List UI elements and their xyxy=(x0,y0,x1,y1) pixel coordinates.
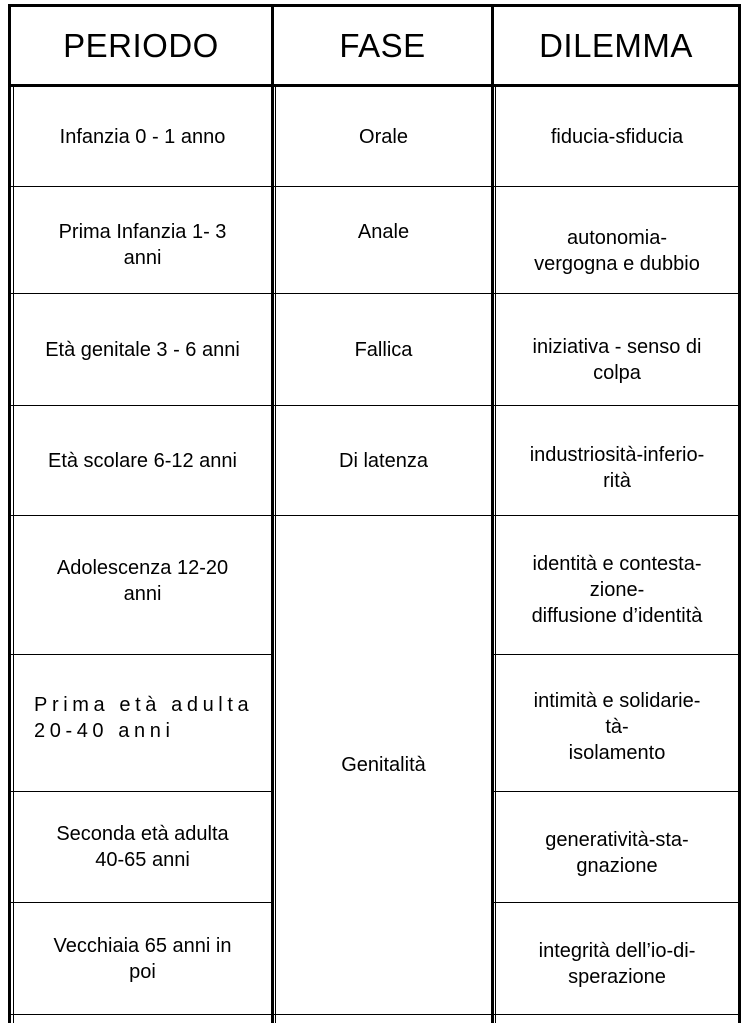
periodo-cell: Vecchiaia 65 anni in poi xyxy=(53,934,232,983)
border-col1 xyxy=(271,4,274,1023)
dilemma-cell: identità e contesta- zione- diffusione d’identità xyxy=(531,553,703,627)
dilemma-cell: fiducia-sfiducia xyxy=(550,125,684,148)
header-fase: FASE xyxy=(339,26,426,64)
fase-cell: Anale xyxy=(357,221,410,243)
periodo-cell: Seconda età adulta 40-65 anni xyxy=(56,823,229,871)
periodo-cell: Prima Infanzia 1- 3 anni xyxy=(58,221,227,269)
row-sep-bottom xyxy=(11,1014,738,1015)
header-dilemma: DILEMMA xyxy=(539,26,693,64)
fase-cell-merged: Genitalità xyxy=(341,754,426,776)
periodo-cell: Prima età adulta 20-40 anni xyxy=(34,694,254,742)
periodo-cell: Età scolare 6-12 anni xyxy=(47,449,237,472)
dilemma-cell: generatività-sta- gnazione xyxy=(545,829,689,877)
periodo-cell: Infanzia 0 - 1 anno xyxy=(59,125,226,148)
border-right xyxy=(738,4,741,1023)
fase-cell: Di latenza xyxy=(339,449,428,472)
border-left xyxy=(8,4,11,1023)
dilemma-cell: industriosità-inferio- rità xyxy=(529,443,705,492)
dilemma-cell: intimità e solidarie- tà- isolamento xyxy=(533,690,701,764)
fase-cell: Orale xyxy=(359,125,408,148)
periodo-cell: Età genitale 3 - 6 anni xyxy=(45,338,240,361)
periodo-cell: Adolescenza 12-20 anni xyxy=(56,557,229,605)
dilemma-cell: autonomia- vergogna e dubbio xyxy=(534,227,700,275)
fase-cell: Fallica xyxy=(354,338,413,361)
border-col2 xyxy=(491,4,494,1023)
dilemma-cell: iniziativa - senso di colpa xyxy=(532,335,702,384)
header-periodo: PERIODO xyxy=(63,26,219,64)
dilemma-cell: integrità dell’io-di- sperazione xyxy=(538,939,696,988)
